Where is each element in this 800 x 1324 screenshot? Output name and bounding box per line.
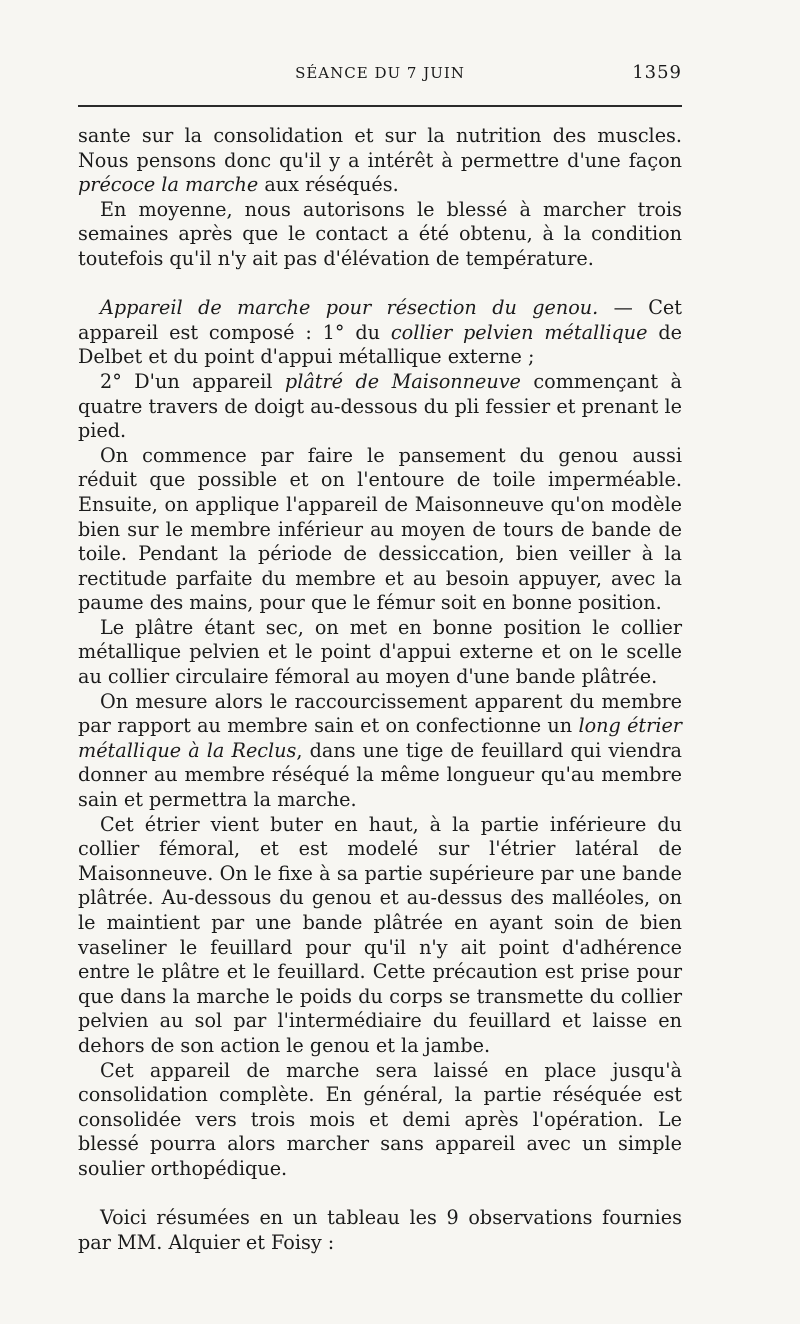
text-run: aux réséqués. [258, 173, 399, 197]
text-run: sante sur la consolidation et sur la nutrition des muscles. Nous pensons donc qu'il y a intérêt à permettre d'une façon [78, 124, 682, 172]
section-heading: Appareil de marche pour résection du genou. [100, 296, 599, 320]
italic-run: long étrier métallique à la Reclus [78, 714, 682, 762]
italic-run: collier pelvien métallique [390, 320, 648, 344]
paragraph-10 [78, 1206, 682, 1255]
text-run: On commence par faire le pansement du genou aussi réduit que possible et on l'entoure de toile imperméable. Ensuite, on applique l'appareil de Maisonneuve qu'on modèle bien sur le membre inférieur au moyen de tours de bande de toile. Pendant la période de dessiccation, bien veiller à la rectitude parfaite du membre et au besoin appuyer, avec la paume des mains, pour que le fémur soit en bonne position. [78, 443, 682, 615]
text-run: commençant à quatre travers de doigt au-dessous du pli fessier et prenant le pied. [78, 369, 682, 443]
paragraph-6 [78, 616, 682, 690]
text-run: On mesure alors le raccourcissement apparent du membre par rapport au membre sain et on confectionne un [78, 689, 682, 738]
text-run: Cet appareil de marche sera laissé en place jusqu'à consolidation complète. En général, la partie réséquée est consolidée vers trois mois et demi après l'opération. Le blessé pourra alors marcher sans appareil avec un simple soulier orthopédique. [78, 1058, 682, 1180]
paragraph-8 [78, 813, 682, 1059]
text-run: 2° D'un appareil [100, 369, 285, 393]
text-run: Cet étrier vient buter en haut, à la partie inférieure du collier fémoral, et est modelé sur l'étrier latéral de Maisonneuve. On le fixe à sa partie supérieure par une bande plâtrée. Au-dessous du genou et au-dessus des malléoles, on le maintient par une bande plâtrée en ayant soin de bien vaseliner le feuillard pour qu'il n'y ait point d'adhérence entre le plâtre et le feuillard. Cette précaution est prise pour que dans la marche le poids du corps se transmette du collier pelvien au sol par l'intermédiaire du feuillard et laisse en dehors de son action le genou et la jambe. [78, 812, 682, 1057]
body-text [78, 124, 682, 1255]
paragraph-4 [78, 370, 682, 444]
text-run: Voici résumées en un tableau les 9 observations fournies par MM. Alquier et Foisy : [78, 1206, 682, 1254]
paragraph-7 [78, 690, 682, 813]
text-run: — Cet appareil est composé : 1° du [78, 296, 682, 344]
text-run: Le plâtre étant sec, on met en bonne position le collier métallique pelvien et le point d'appui externe et on le scelle au collier circulaire fémoral au moyen d'une bande plâtrée. [78, 615, 682, 689]
page-number: 1359 [632, 62, 682, 83]
paragraph-2 [78, 198, 682, 272]
text-run: de Delbet et du point d'appui métallique externe ; [78, 320, 682, 369]
text-run: En moyenne, nous autorisons le blessé à marcher trois semaines après que le contact a été obtenu, à la condition toutefois qu'il n'y ait pas d'élévation de température. [78, 197, 682, 270]
paragraph-3 [78, 296, 682, 370]
paragraph-1 [78, 124, 682, 198]
header-rule [78, 105, 682, 107]
running-head: SÉANCE DU 7 JUIN [295, 64, 465, 82]
italic-run: plâtré de Maisonneuve [284, 369, 521, 393]
text-run: , dans une tige de feuillard qui viendra donner au membre réséqué la même longueur qu'au membre sain et permettra la marche. [78, 738, 682, 812]
italic-run: précoce la marche [78, 173, 259, 197]
paragraph-9 [78, 1059, 682, 1182]
page-header [78, 62, 682, 90]
paragraph-5 [78, 444, 682, 616]
